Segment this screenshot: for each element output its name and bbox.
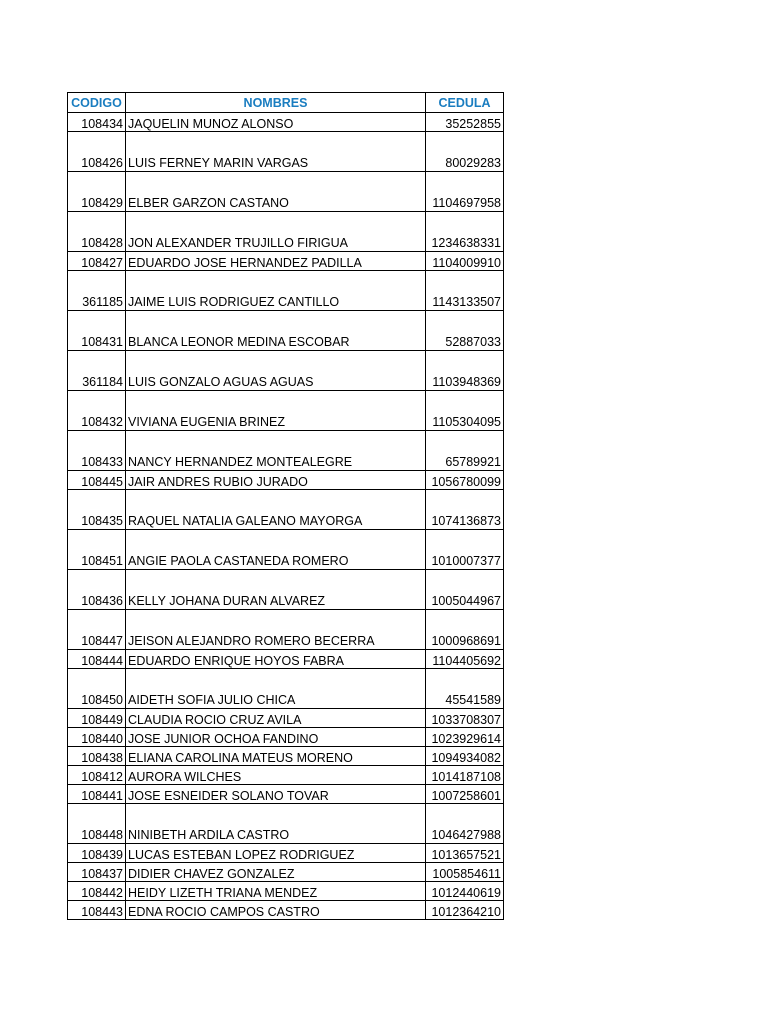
cell-codigo: 108434 [68,113,126,132]
cell-nombre: EDUARDO JOSE HERNANDEZ PADILLA [126,252,426,271]
table-row [68,311,504,351]
employee-table [67,92,504,920]
cell-codigo: 108412 [68,766,126,785]
cell-cedula: 35252855 [426,113,504,132]
cell-cedula: 1033708307 [426,709,504,728]
header-nombres: NOMBRES [126,93,426,113]
cell-codigo: 108427 [68,252,126,271]
table-row [68,901,504,920]
cell-cedula: 65789921 [426,431,504,471]
cell-cedula: 1103948369 [426,351,504,391]
cell-nombre: EDUARDO ENRIQUE HOYOS FABRA [126,650,426,669]
cell-nombre: LUIS FERNEY MARIN VARGAS [126,132,426,172]
table-row [68,844,504,863]
cell-codigo: 108447 [68,610,126,650]
cell-nombre: ANGIE PAOLA CASTANEDA ROMERO [126,530,426,570]
cell-codigo: 361185 [68,271,126,311]
cell-cedula: 1005044967 [426,570,504,610]
cell-cedula: 1005854611 [426,863,504,882]
cell-nombre: AURORA WILCHES [126,766,426,785]
table-row [68,650,504,669]
cell-cedula: 1234638331 [426,212,504,252]
cell-nombre: CLAUDIA ROCIO CRUZ AVILA [126,709,426,728]
cell-codigo: 108451 [68,530,126,570]
table-row [68,113,504,132]
cell-cedula: 1104697958 [426,172,504,212]
cell-nombre: LUIS GONZALO AGUAS AGUAS [126,351,426,391]
cell-codigo: 108436 [68,570,126,610]
cell-nombre: RAQUEL NATALIA GALEANO MAYORGA [126,490,426,530]
cell-codigo: 108441 [68,785,126,804]
table-row [68,709,504,728]
cell-cedula: 1046427988 [426,804,504,844]
cell-nombre: NINIBETH ARDILA CASTRO [126,804,426,844]
table-row [68,132,504,172]
table-row [68,610,504,650]
cell-codigo: 108443 [68,901,126,920]
cell-nombre: KELLY JOHANA DURAN ALVAREZ [126,570,426,610]
cell-cedula: 1012364210 [426,901,504,920]
table-row [68,804,504,844]
cell-codigo: 108426 [68,132,126,172]
table-row [68,271,504,311]
cell-codigo: 108437 [68,863,126,882]
table-row [68,863,504,882]
cell-cedula: 52887033 [426,311,504,351]
cell-nombre: AIDETH SOFIA JULIO CHICA [126,669,426,709]
cell-cedula: 1000968691 [426,610,504,650]
cell-codigo: 108442 [68,882,126,901]
cell-codigo: 108439 [68,844,126,863]
table-row [68,530,504,570]
cell-nombre: JON ALEXANDER TRUJILLO FIRIGUA [126,212,426,252]
cell-nombre: EDNA ROCIO CAMPOS CASTRO [126,901,426,920]
cell-nombre: HEIDY LIZETH TRIANA MENDEZ [126,882,426,901]
cell-cedula: 80029283 [426,132,504,172]
table-row [68,471,504,490]
cell-cedula: 1007258601 [426,785,504,804]
cell-codigo: 108444 [68,650,126,669]
table-row [68,747,504,766]
cell-nombre: VIVIANA EUGENIA BRINEZ [126,391,426,431]
table-row [68,570,504,610]
table-row [68,172,504,212]
cell-cedula: 1056780099 [426,471,504,490]
table-row [68,785,504,804]
cell-cedula: 45541589 [426,669,504,709]
table-body [68,113,504,920]
cell-nombre: JAIME LUIS RODRIGUEZ CANTILLO [126,271,426,311]
table-row [68,882,504,901]
header-row [68,93,504,113]
table-row [68,431,504,471]
cell-cedula: 1012440619 [426,882,504,901]
cell-nombre: JOSE ESNEIDER SOLANO TOVAR [126,785,426,804]
cell-codigo: 108432 [68,391,126,431]
cell-cedula: 1014187108 [426,766,504,785]
cell-nombre: NANCY HERNANDEZ MONTEALEGRE [126,431,426,471]
cell-codigo: 108435 [68,490,126,530]
cell-cedula: 1013657521 [426,844,504,863]
cell-codigo: 108438 [68,747,126,766]
cell-nombre: DIDIER CHAVEZ GONZALEZ [126,863,426,882]
table-row [68,490,504,530]
cell-cedula: 1104009910 [426,252,504,271]
table-row [68,669,504,709]
cell-codigo: 108433 [68,431,126,471]
header-cedula: CEDULA [426,93,504,113]
cell-nombre: JAIR ANDRES RUBIO JURADO [126,471,426,490]
cell-codigo: 108428 [68,212,126,252]
cell-cedula: 1104405692 [426,650,504,669]
cell-cedula: 1094934082 [426,747,504,766]
cell-codigo: 361184 [68,351,126,391]
header-codigo: CODIGO [68,93,126,113]
table-row [68,728,504,747]
cell-codigo: 108445 [68,471,126,490]
cell-codigo: 108449 [68,709,126,728]
cell-nombre: ELBER GARZON CASTANO [126,172,426,212]
table-row [68,391,504,431]
cell-nombre: LUCAS ESTEBAN LOPEZ RODRIGUEZ [126,844,426,863]
cell-nombre: ELIANA CAROLINA MATEUS MORENO [126,747,426,766]
table-row [68,252,504,271]
cell-cedula: 1143133507 [426,271,504,311]
cell-nombre: JOSE JUNIOR OCHOA FANDINO [126,728,426,747]
table-row [68,212,504,252]
table-row [68,351,504,391]
table-row [68,766,504,785]
cell-nombre: JAQUELIN MUNOZ ALONSO [126,113,426,132]
cell-codigo: 108440 [68,728,126,747]
cell-codigo: 108429 [68,172,126,212]
cell-nombre: BLANCA LEONOR MEDINA ESCOBAR [126,311,426,351]
cell-nombre: JEISON ALEJANDRO ROMERO BECERRA [126,610,426,650]
cell-cedula: 1074136873 [426,490,504,530]
cell-codigo: 108431 [68,311,126,351]
cell-codigo: 108450 [68,669,126,709]
cell-cedula: 1023929614 [426,728,504,747]
cell-cedula: 1105304095 [426,391,504,431]
cell-cedula: 1010007377 [426,530,504,570]
cell-codigo: 108448 [68,804,126,844]
